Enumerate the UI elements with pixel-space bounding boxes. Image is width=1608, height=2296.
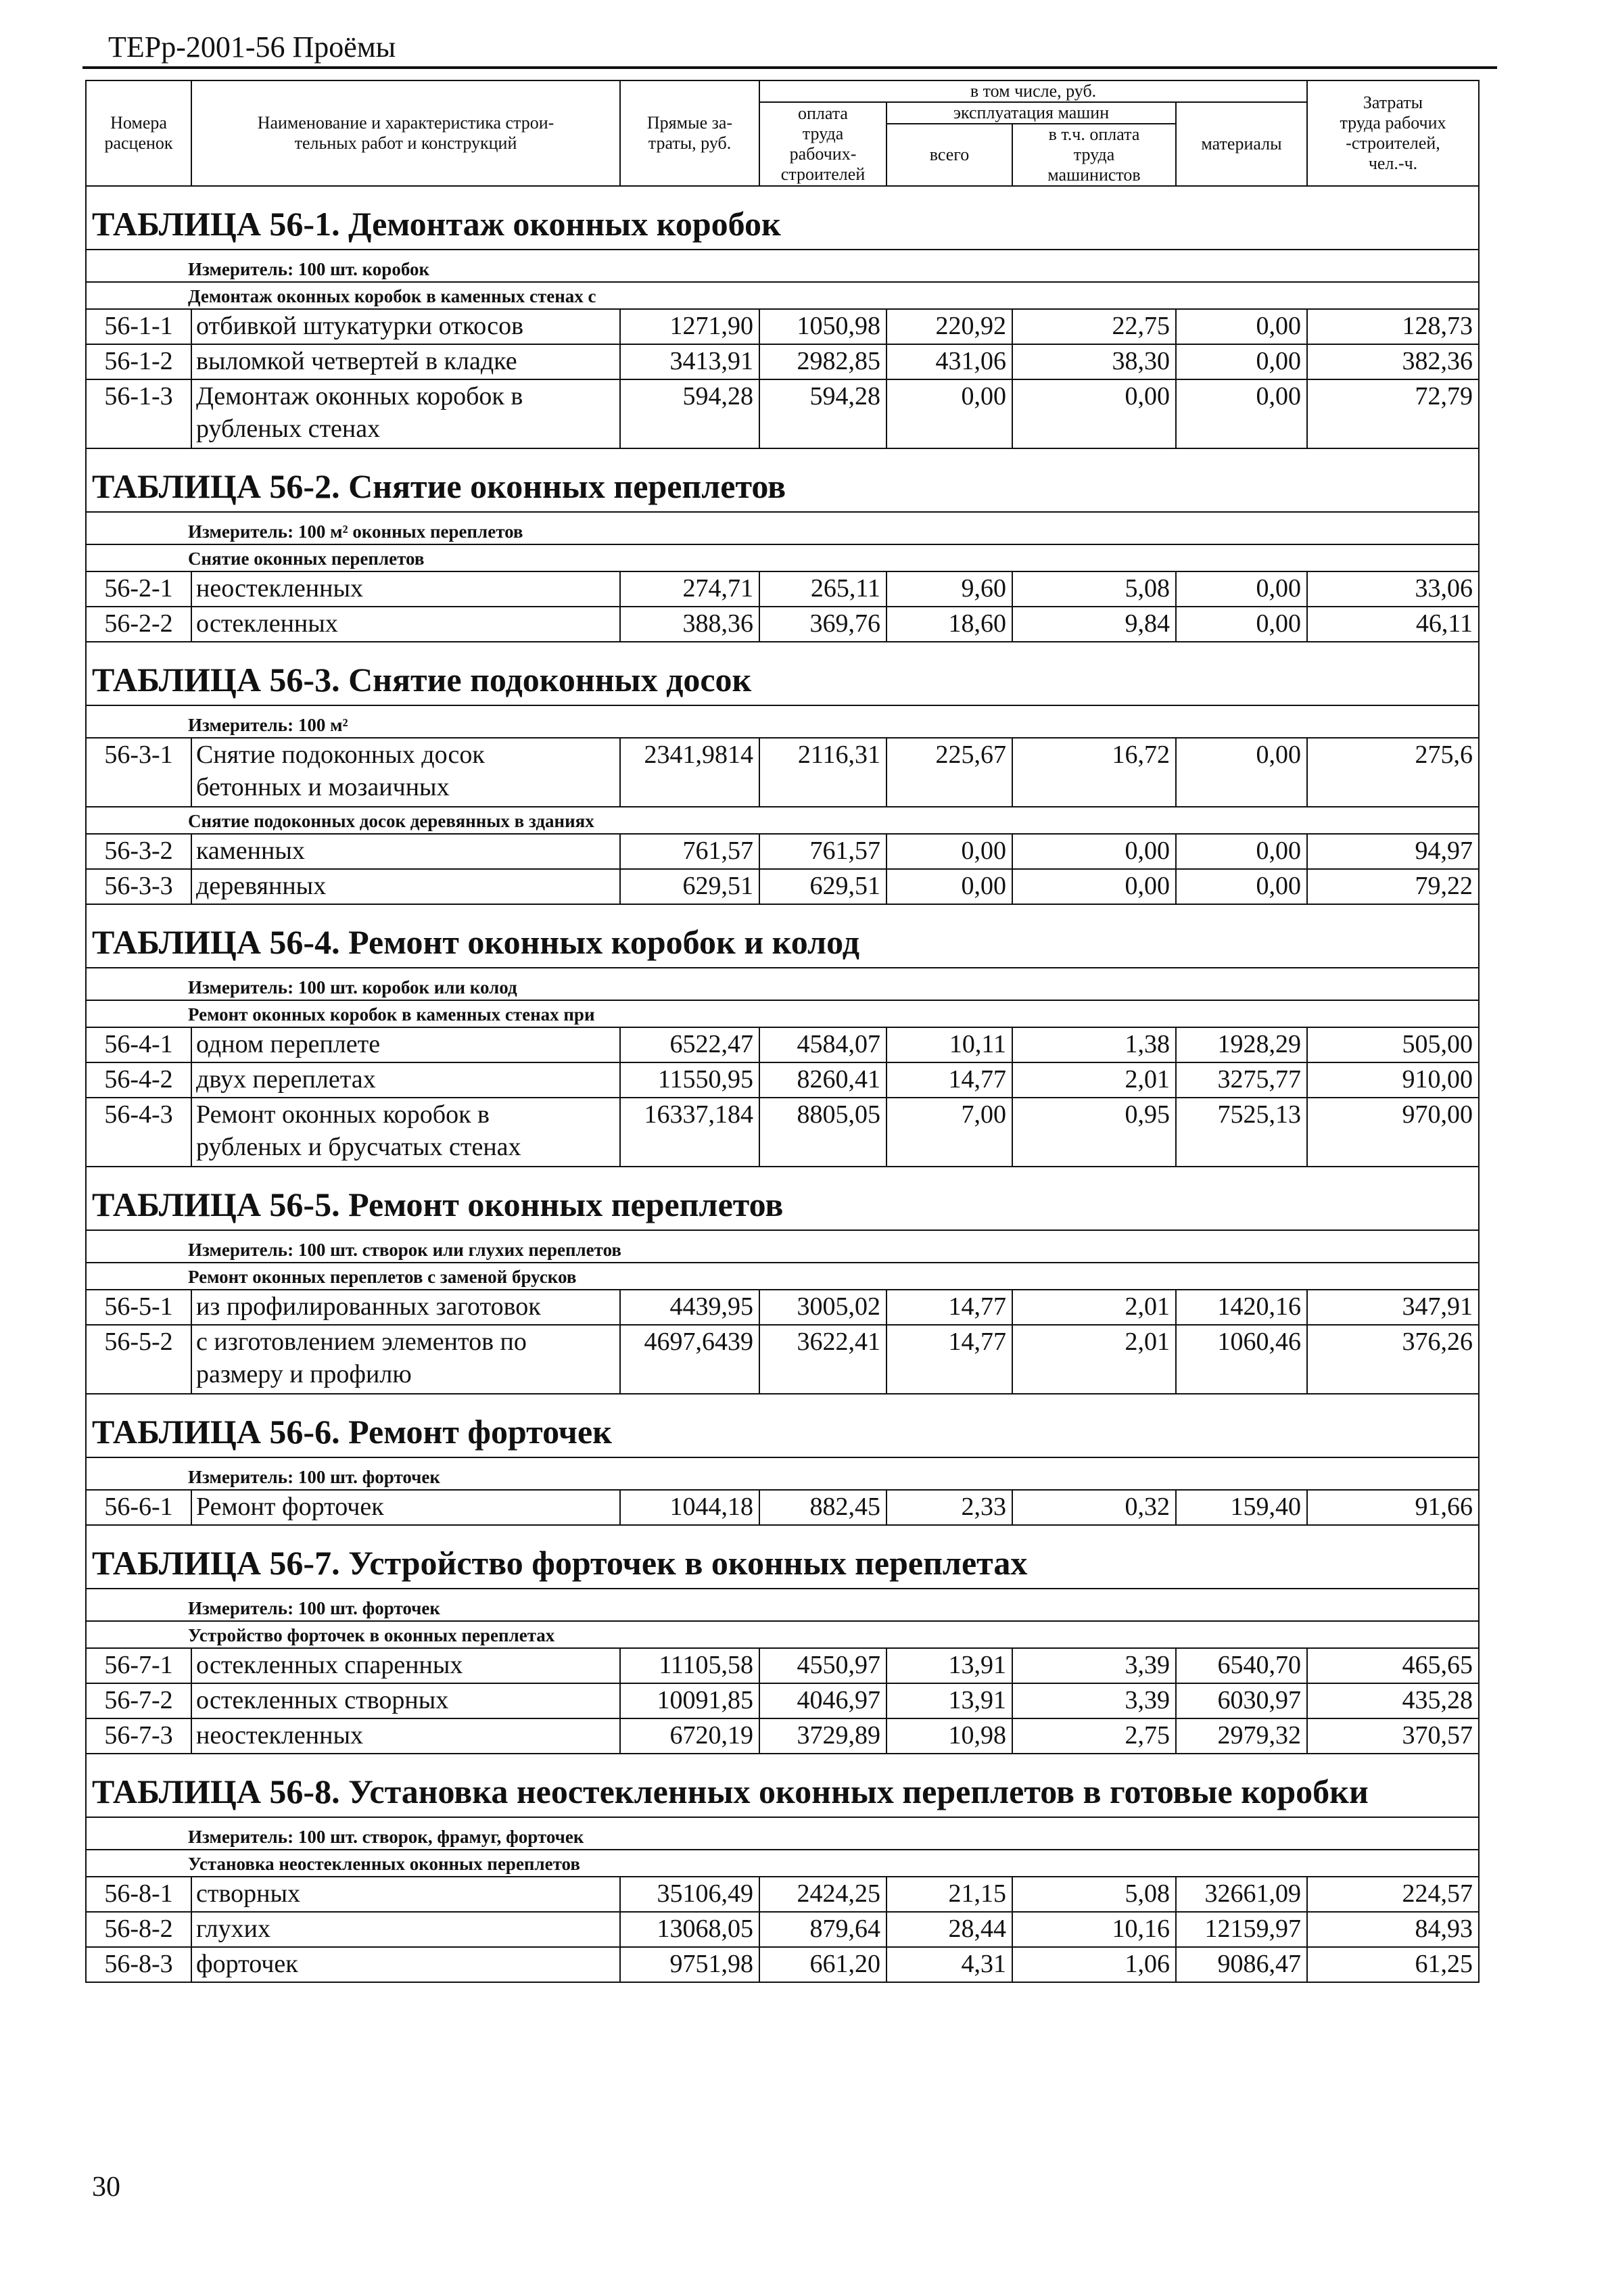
- labor-hours: 84,93: [1307, 1912, 1479, 1947]
- section-title-row: [86, 448, 1479, 512]
- work-name: [191, 1490, 620, 1525]
- measure-row: [86, 705, 1479, 738]
- measure-row: [86, 512, 1479, 544]
- rate-code: 56-6-1: [86, 1490, 191, 1525]
- machinist-wage: 0,95: [1012, 1098, 1176, 1167]
- work-name-line: выломкой четвертей в кладке: [196, 347, 517, 375]
- machine-costs: 220,92: [886, 309, 1012, 344]
- rate-code: 56-2-2: [86, 607, 191, 642]
- direct-costs: 13068,05: [620, 1912, 759, 1947]
- table-row: [86, 1683, 1479, 1718]
- work-name: [191, 344, 620, 379]
- work-name: [191, 1290, 620, 1325]
- materials-cost: 0,00: [1176, 869, 1307, 904]
- direct-costs: 4439,95: [620, 1290, 759, 1325]
- materials-cost: 0,00: [1176, 571, 1307, 607]
- labor-hours: 910,00: [1307, 1062, 1479, 1098]
- labor-hours: 275,6: [1307, 738, 1479, 807]
- work-name-line: Ремонт форточек: [196, 1493, 384, 1521]
- machine-costs: 431,06: [886, 344, 1012, 379]
- work-name-line: бетонных и мозаичных: [196, 773, 450, 801]
- table-row: [86, 1718, 1479, 1754]
- work-name: [191, 1027, 620, 1062]
- table-row: [86, 1290, 1479, 1325]
- work-name: [191, 1098, 620, 1167]
- rate-code: 56-7-2: [86, 1683, 191, 1718]
- materials-cost: 7525,13: [1176, 1098, 1307, 1167]
- section-title: ТАБЛИЦА 56-4. Ремонт оконных коробок и колод: [86, 904, 1479, 968]
- labor-hours: 94,97: [1307, 834, 1479, 869]
- section-title-row: [86, 1754, 1479, 1817]
- worker-wage: 2982,85: [759, 344, 886, 379]
- table-row: [86, 1877, 1479, 1912]
- machine-costs: 14,77: [886, 1062, 1012, 1098]
- work-name: [191, 1325, 620, 1394]
- work-name: [191, 1877, 620, 1912]
- section-title: ТАБЛИЦА 56-2. Снятие оконных переплетов: [86, 448, 1479, 512]
- header-including: в том числе, руб.: [759, 80, 1307, 102]
- work-name-line: с изготовлением элементов по: [196, 1328, 527, 1356]
- rate-code: 56-5-1: [86, 1290, 191, 1325]
- table-row: [86, 1325, 1479, 1394]
- section-measure: Измеритель: 100 шт. форточек: [86, 1589, 1479, 1621]
- work-name-line: Снятие подоконных досок: [196, 741, 485, 769]
- work-name-line: остекленных спаренных: [196, 1651, 463, 1679]
- subtitle-row: [86, 544, 1479, 571]
- table-row: [86, 571, 1479, 607]
- subtitle-row: [86, 807, 1479, 834]
- machine-costs: 4,31: [886, 1947, 1012, 1982]
- rates-table: [85, 80, 1480, 1983]
- work-name-line: форточек: [196, 1950, 298, 1978]
- rate-code: 56-3-2: [86, 834, 191, 869]
- machinist-wage: 5,08: [1012, 1877, 1176, 1912]
- machinist-wage: 0,32: [1012, 1490, 1176, 1525]
- title-underline: [82, 66, 1497, 69]
- worker-wage: 1050,98: [759, 309, 886, 344]
- materials-cost: 1420,16: [1176, 1290, 1307, 1325]
- subtitle-row: [86, 1263, 1479, 1290]
- measure-row: [86, 1230, 1479, 1263]
- measure-row: [86, 1457, 1479, 1490]
- machinist-wage: 22,75: [1012, 309, 1176, 344]
- work-name: [191, 607, 620, 642]
- section-measure: Измеритель: 100 м² оконных переплетов: [86, 512, 1479, 544]
- materials-cost: 12159,97: [1176, 1912, 1307, 1947]
- direct-costs: 11105,58: [620, 1648, 759, 1683]
- section-title: ТАБЛИЦА 56-8. Установка неостекленных оконных переплетов в готовые коробки: [86, 1754, 1479, 1817]
- worker-wage: 4046,97: [759, 1683, 886, 1718]
- work-name: [191, 869, 620, 904]
- work-name-line: деревянных: [196, 872, 327, 900]
- work-name: [191, 1062, 620, 1098]
- section-title-row: [86, 186, 1479, 250]
- section-measure: Измеритель: 100 шт. створок или глухих переплетов: [86, 1230, 1479, 1263]
- materials-cost: 6540,70: [1176, 1648, 1307, 1683]
- document-title: ТЕРр-2001-56 Проёмы: [108, 30, 396, 64]
- section-title-row: [86, 904, 1479, 968]
- labor-hours: 61,25: [1307, 1947, 1479, 1982]
- worker-wage: 2116,31: [759, 738, 886, 807]
- direct-costs: 594,28: [620, 379, 759, 448]
- machine-costs: 0,00: [886, 834, 1012, 869]
- worker-wage: 2424,25: [759, 1877, 886, 1912]
- work-name-line: неостекленных: [196, 1721, 363, 1750]
- machinist-wage: 0,00: [1012, 869, 1176, 904]
- rate-code: 56-3-1: [86, 738, 191, 807]
- subtitle-row: [86, 282, 1479, 309]
- rate-code: 56-3-3: [86, 869, 191, 904]
- section-title: ТАБЛИЦА 56-5. Ремонт оконных переплетов: [86, 1167, 1479, 1230]
- machine-costs: 14,77: [886, 1290, 1012, 1325]
- measure-row: [86, 968, 1479, 1000]
- section-title-row: [86, 1167, 1479, 1230]
- table-row: [86, 834, 1479, 869]
- section-title: ТАБЛИЦА 56-6. Ремонт форточек: [86, 1394, 1479, 1457]
- work-name-line: остекленных: [196, 609, 338, 638]
- table-row: [86, 607, 1479, 642]
- table-row: [86, 379, 1479, 448]
- machine-costs: 0,00: [886, 869, 1012, 904]
- work-name-line: остекленных створных: [196, 1686, 449, 1714]
- work-name: [191, 1947, 620, 1982]
- rate-code: 56-1-2: [86, 344, 191, 379]
- direct-costs: 274,71: [620, 571, 759, 607]
- direct-costs: 11550,95: [620, 1062, 759, 1098]
- machine-costs: 10,11: [886, 1027, 1012, 1062]
- work-name-line: Ремонт оконных коробок в: [196, 1100, 490, 1129]
- work-name-line: отбивкой штукатурки откосов: [196, 312, 524, 340]
- machinist-wage: 1,38: [1012, 1027, 1176, 1062]
- work-name-line: двух переплетах: [196, 1065, 376, 1094]
- work-name: [191, 571, 620, 607]
- section-title: ТАБЛИЦА 56-3. Снятие подоконных досок: [86, 642, 1479, 705]
- labor-hours: 435,28: [1307, 1683, 1479, 1718]
- machine-costs: 10,98: [886, 1718, 1012, 1754]
- measure-row: [86, 1817, 1479, 1850]
- table-row: [86, 1490, 1479, 1525]
- section-measure: Измеритель: 100 шт. коробок: [86, 250, 1479, 282]
- machine-costs: 14,77: [886, 1325, 1012, 1394]
- work-name-line: одном переплете: [196, 1030, 381, 1058]
- labor-hours: 465,65: [1307, 1648, 1479, 1683]
- materials-cost: 3275,77: [1176, 1062, 1307, 1098]
- work-name: [191, 1683, 620, 1718]
- work-name-line: глухих: [196, 1915, 270, 1943]
- labor-hours: 505,00: [1307, 1027, 1479, 1062]
- worker-wage: 3729,89: [759, 1718, 886, 1754]
- table-row: [86, 1912, 1479, 1947]
- labor-hours: 347,91: [1307, 1290, 1479, 1325]
- materials-cost: 1060,46: [1176, 1325, 1307, 1394]
- section-measure: Измеритель: 100 шт. коробок или колод: [86, 968, 1479, 1000]
- materials-cost: 32661,09: [1176, 1877, 1307, 1912]
- worker-wage: 8260,41: [759, 1062, 886, 1098]
- subtitle-row: [86, 1000, 1479, 1027]
- rate-code: 56-5-2: [86, 1325, 191, 1394]
- work-name: [191, 1718, 620, 1754]
- direct-costs: 16337,184: [620, 1098, 759, 1167]
- rate-code: 56-8-3: [86, 1947, 191, 1982]
- section-measure: Измеритель: 100 шт. форточек: [86, 1457, 1479, 1490]
- rate-code: 56-1-1: [86, 309, 191, 344]
- section-title-row: [86, 1394, 1479, 1457]
- group-subtitle: Снятие подоконных досок деревянных в зданиях: [86, 807, 1479, 834]
- header-machines-total: всего: [886, 124, 1012, 186]
- rate-code: 56-2-1: [86, 571, 191, 607]
- labor-hours: 72,79: [1307, 379, 1479, 448]
- labor-hours: 382,36: [1307, 344, 1479, 379]
- group-subtitle: Ремонт оконных переплетов с заменой брусков: [86, 1263, 1479, 1290]
- table-row: [86, 1648, 1479, 1683]
- header-machinist-wage: в т.ч. оплата труда машинистов: [1012, 124, 1176, 186]
- group-subtitle: Снятие оконных переплетов: [86, 544, 1479, 571]
- machinist-wage: 16,72: [1012, 738, 1176, 807]
- direct-costs: 388,36: [620, 607, 759, 642]
- machinist-wage: 1,06: [1012, 1947, 1176, 1982]
- table-row: [86, 309, 1479, 344]
- machinist-wage: 3,39: [1012, 1648, 1176, 1683]
- materials-cost: 0,00: [1176, 607, 1307, 642]
- direct-costs: 761,57: [620, 834, 759, 869]
- table-row: [86, 738, 1479, 807]
- header-code: Номера расценок: [86, 80, 191, 186]
- section-title: ТАБЛИЦА 56-7. Устройство форточек в оконных переплетах: [86, 1525, 1479, 1589]
- work-name-line: неостекленных: [196, 574, 363, 603]
- work-name-line: Демонтаж оконных коробок в: [196, 382, 523, 411]
- header-name: Наименование и характеристика строи- тельных работ и конструкций: [191, 80, 620, 186]
- work-name: [191, 1648, 620, 1683]
- materials-cost: 2979,32: [1176, 1718, 1307, 1754]
- machinist-wage: 5,08: [1012, 571, 1176, 607]
- work-name-line: каменных: [196, 837, 305, 865]
- work-name: [191, 309, 620, 344]
- group-subtitle: Демонтаж оконных коробок в каменных стенах с: [86, 282, 1479, 309]
- direct-costs: 629,51: [620, 869, 759, 904]
- worker-wage: 265,11: [759, 571, 886, 607]
- labor-hours: 46,11: [1307, 607, 1479, 642]
- rate-code: 56-7-3: [86, 1718, 191, 1754]
- direct-costs: 6522,47: [620, 1027, 759, 1062]
- work-name: [191, 1912, 620, 1947]
- labor-hours: 128,73: [1307, 309, 1479, 344]
- worker-wage: 3622,41: [759, 1325, 886, 1394]
- worker-wage: 661,20: [759, 1947, 886, 1982]
- direct-costs: 1044,18: [620, 1490, 759, 1525]
- worker-wage: 8805,05: [759, 1098, 886, 1167]
- machinist-wage: 10,16: [1012, 1912, 1176, 1947]
- table-row: [86, 1027, 1479, 1062]
- machine-costs: 225,67: [886, 738, 1012, 807]
- work-name-line: рубленых стенах: [196, 415, 381, 443]
- section-title-row: [86, 1525, 1479, 1589]
- rate-code: 56-4-3: [86, 1098, 191, 1167]
- machinist-wage: 3,39: [1012, 1683, 1176, 1718]
- machine-costs: 18,60: [886, 607, 1012, 642]
- work-name-line: размеру и профилю: [196, 1360, 412, 1388]
- subtitle-row: [86, 1850, 1479, 1877]
- section-title-row: [86, 642, 1479, 705]
- machinist-wage: 38,30: [1012, 344, 1176, 379]
- machine-costs: 21,15: [886, 1877, 1012, 1912]
- work-name: [191, 834, 620, 869]
- materials-cost: 1928,29: [1176, 1027, 1307, 1062]
- rate-code: 56-4-2: [86, 1062, 191, 1098]
- group-subtitle: Устройство форточек в оконных переплетах: [86, 1621, 1479, 1648]
- direct-costs: 35106,49: [620, 1877, 759, 1912]
- machine-costs: 28,44: [886, 1912, 1012, 1947]
- rate-code: 56-8-2: [86, 1912, 191, 1947]
- direct-costs: 10091,85: [620, 1683, 759, 1718]
- labor-hours: 970,00: [1307, 1098, 1479, 1167]
- direct-costs: 2341,9814: [620, 738, 759, 807]
- machinist-wage: 2,01: [1012, 1290, 1176, 1325]
- worker-wage: 629,51: [759, 869, 886, 904]
- machine-costs: 13,91: [886, 1683, 1012, 1718]
- table-row: [86, 1947, 1479, 1982]
- machinist-wage: 2,75: [1012, 1718, 1176, 1754]
- machinist-wage: 2,01: [1012, 1062, 1176, 1098]
- materials-cost: 0,00: [1176, 309, 1307, 344]
- machinist-wage: 2,01: [1012, 1325, 1176, 1394]
- labor-hours: 91,66: [1307, 1490, 1479, 1525]
- worker-wage: 369,76: [759, 607, 886, 642]
- rate-code: 56-8-1: [86, 1877, 191, 1912]
- materials-cost: 9086,47: [1176, 1947, 1307, 1982]
- labor-hours: 224,57: [1307, 1877, 1479, 1912]
- materials-cost: 0,00: [1176, 379, 1307, 448]
- work-name-line: из профилированных заготовок: [196, 1292, 541, 1321]
- materials-cost: 0,00: [1176, 834, 1307, 869]
- header-row-1: [86, 80, 1479, 102]
- machinist-wage: 0,00: [1012, 834, 1176, 869]
- labor-hours: 376,26: [1307, 1325, 1479, 1394]
- machine-costs: 2,33: [886, 1490, 1012, 1525]
- machinist-wage: 9,84: [1012, 607, 1176, 642]
- subtitle-row: [86, 1621, 1479, 1648]
- rate-code: 56-7-1: [86, 1648, 191, 1683]
- materials-cost: 6030,97: [1176, 1683, 1307, 1718]
- direct-costs: 9751,98: [620, 1947, 759, 1982]
- table-row: [86, 344, 1479, 379]
- section-measure: Измеритель: 100 шт. створок, фрамуг, форточек: [86, 1817, 1479, 1850]
- worker-wage: 882,45: [759, 1490, 886, 1525]
- materials-cost: 159,40: [1176, 1490, 1307, 1525]
- worker-wage: 4550,97: [759, 1648, 886, 1683]
- group-subtitle: Установка неостекленных оконных переплетов: [86, 1850, 1479, 1877]
- header-materials: материалы: [1176, 102, 1307, 186]
- section-measure: Измеритель: 100 м²: [86, 705, 1479, 738]
- group-subtitle: Ремонт оконных коробок в каменных стенах при: [86, 1000, 1479, 1027]
- header-labor: Затраты труда рабочих -строителей, чел.-ч.: [1307, 80, 1479, 186]
- measure-row: [86, 250, 1479, 282]
- materials-cost: 0,00: [1176, 344, 1307, 379]
- machinist-wage: 0,00: [1012, 379, 1176, 448]
- header-machines: эксплуатация машин: [886, 102, 1176, 124]
- worker-wage: 3005,02: [759, 1290, 886, 1325]
- direct-costs: 1271,90: [620, 309, 759, 344]
- machine-costs: 0,00: [886, 379, 1012, 448]
- machine-costs: 9,60: [886, 571, 1012, 607]
- machine-costs: 13,91: [886, 1648, 1012, 1683]
- section-title: ТАБЛИЦА 56-1. Демонтаж оконных коробок: [86, 186, 1479, 250]
- work-name: [191, 379, 620, 448]
- table-row: [86, 869, 1479, 904]
- page-number: 30: [92, 2172, 120, 2203]
- header-direct-costs: Прямые за- траты, руб.: [620, 80, 759, 186]
- direct-costs: 4697,6439: [620, 1325, 759, 1394]
- table-row: [86, 1062, 1479, 1098]
- machine-costs: 7,00: [886, 1098, 1012, 1167]
- worker-wage: 4584,07: [759, 1027, 886, 1062]
- header-wage: оплата труда рабочих- строителей: [759, 102, 886, 186]
- rate-code: 56-1-3: [86, 379, 191, 448]
- direct-costs: 6720,19: [620, 1718, 759, 1754]
- measure-row: [86, 1589, 1479, 1621]
- work-name-line: створных: [196, 1879, 301, 1908]
- direct-costs: 3413,91: [620, 344, 759, 379]
- work-name: [191, 738, 620, 807]
- worker-wage: 594,28: [759, 379, 886, 448]
- labor-hours: 33,06: [1307, 571, 1479, 607]
- rate-code: 56-4-1: [86, 1027, 191, 1062]
- worker-wage: 761,57: [759, 834, 886, 869]
- materials-cost: 0,00: [1176, 738, 1307, 807]
- table-row: [86, 1098, 1479, 1167]
- worker-wage: 879,64: [759, 1912, 886, 1947]
- labor-hours: 370,57: [1307, 1718, 1479, 1754]
- labor-hours: 79,22: [1307, 869, 1479, 904]
- work-name-line: рубленых и брусчатых стенах: [196, 1133, 521, 1161]
